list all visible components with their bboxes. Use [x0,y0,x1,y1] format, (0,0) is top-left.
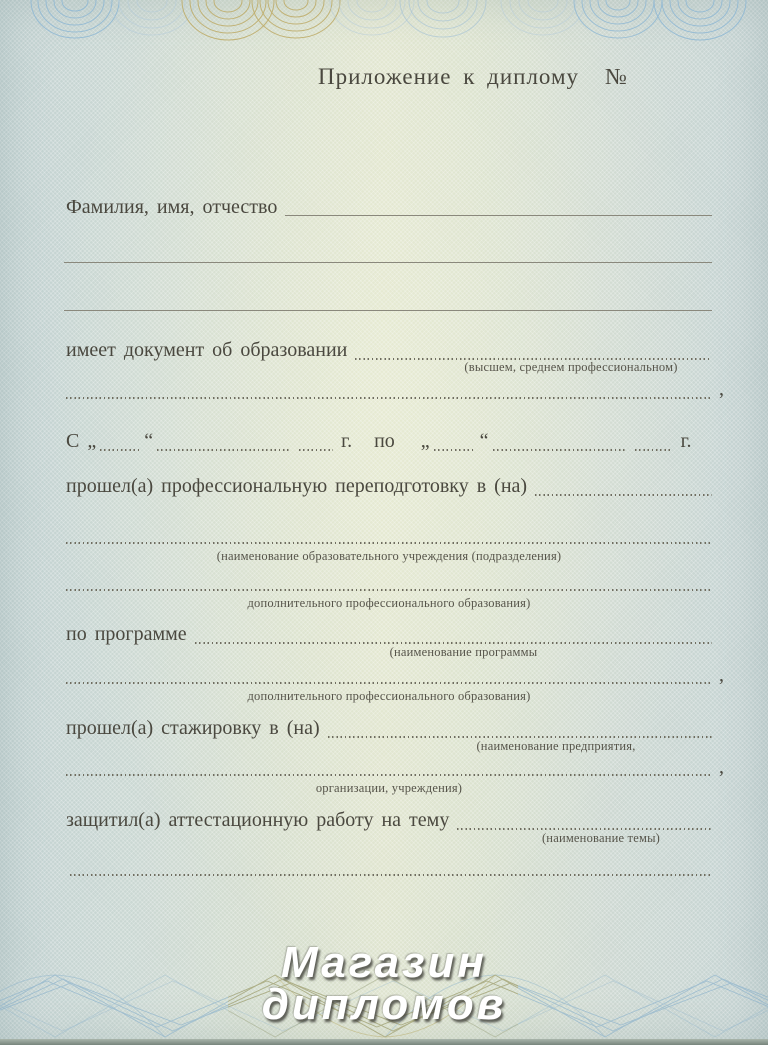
trailing-comma: , [719,756,724,778]
internship-label: прошел(а) стажировку в (на) [66,717,320,739]
date-from-label: С [66,430,80,452]
education-document-label: имеет документ об образовании [66,339,348,361]
full-name-blank-line-2 [64,262,712,263]
close-quote: “ [144,430,154,452]
education-document-blank-2 [66,397,712,399]
watermark-line2: дипломов [261,980,507,1029]
trailing-comma: , [719,664,724,686]
thesis-blank-line-2 [70,874,712,876]
day-from-blank [100,432,140,454]
year-from-blank [299,432,333,454]
page-title: Приложение к диплому [318,64,580,89]
internship-blank-line-2 [66,774,712,776]
program-caption-1: (наименование программы [389,645,538,659]
thesis-row [66,807,712,833]
close-quote: “ [479,430,489,452]
month-to-blank [493,432,625,454]
date-to-label: по [374,430,395,452]
education-document-caption: (высшем, среднем профессиональном) [464,360,678,374]
full-name-blank-line-3 [64,310,712,311]
year-to-blank [635,432,673,454]
trailing-comma: , [719,378,724,400]
year-to-abbr: г. [680,430,692,452]
internship-row [66,715,712,741]
month-from-blank [157,432,289,454]
day-to-blank [434,432,476,454]
program-row [66,621,712,647]
program-label: по программе [66,623,187,645]
year-from-abbr: г. [341,430,353,452]
institution-caption-2: дополнительного профессионального образования) [247,596,531,610]
institution-blank-line-2 [66,589,712,591]
full-name-label: Фамилия, имя, отчество [66,196,278,218]
program-blank-line-2 [66,682,712,684]
title-row [318,64,628,90]
internship-caption-2: организации, учреждения) [315,781,463,795]
open-quote: „ [87,430,97,452]
diploma-number-sign: № [605,64,628,89]
retraining-label: прошел(а) профессиональную переподготовку в (на) [66,475,528,497]
retraining-row [66,473,712,499]
guilloche-top-border [0,0,768,48]
program-caption-2: дополнительного профессионального образования) [247,689,531,703]
date-range-row [66,428,712,454]
scan-bottom-edge [0,1039,768,1045]
institution-blank-line [66,542,712,544]
thesis-label: защитил(а) аттестационную работу на тему [66,809,450,831]
internship-caption-1: (наименование предприятия, [476,739,636,753]
full-name-row [66,194,712,220]
watermark-line1: Магазин [281,938,487,987]
watermark [0,938,768,1029]
open-quote: „ [420,430,430,452]
institution-caption-1: (наименование образовательного учреждения (подразделения) [216,549,562,563]
thesis-caption: (наименование темы) [541,831,661,845]
